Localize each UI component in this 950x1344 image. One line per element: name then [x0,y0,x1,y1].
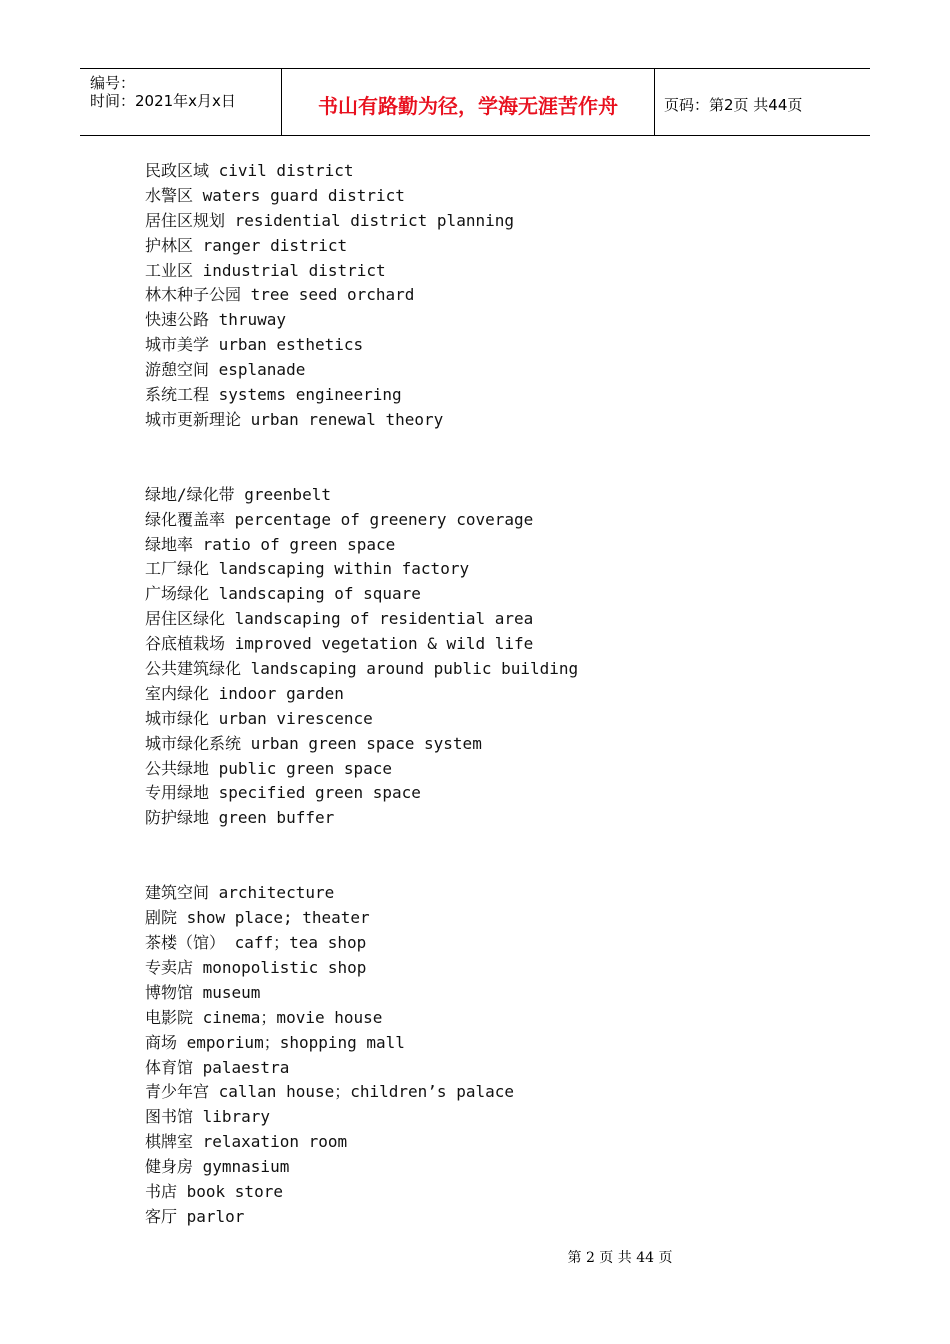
glossary-entry: 水警区 waters guard district [145,185,405,205]
page-info-label: 页码：第2页 共44页 [664,96,803,114]
glossary-content [145,159,845,1230]
glossary-entry: 剧院 show place; theater [145,908,370,928]
glossary-entry: 茶楼（馆） caff；tea shop [145,933,367,953]
glossary-entry: 专用绿地 specified green space [145,783,421,803]
glossary-entry: 博物馆 museum [145,982,261,1002]
glossary-section [145,881,845,1229]
header-motto: 书山有路勤为径，学海无涯苦作舟 [318,94,618,118]
glossary-entry: 电影院 cinema；movie house [145,1007,383,1027]
glossary-entry: 室内绿化 indoor garden [145,683,344,703]
glossary-entry: 专卖店 monopolistic shop [145,957,367,977]
glossary-entry: 民政区域 civil district [145,161,354,180]
glossary-entry: 游憩空间 esplanade [145,360,306,380]
glossary-entry: 工厂绿化 landscaping within factory [145,559,470,579]
glossary-entry: 城市更新理论 urban renewal theory [145,409,444,429]
glossary-entry: 公共绿地 public green space [145,758,393,778]
glossary-entry: 绿地/绿化带 greenbelt [145,484,331,504]
glossary-entry: 棋牌室 relaxation room [145,1132,348,1152]
header-top-rule [80,68,870,69]
glossary-entry: 居住区绿化 landscaping of residential area [145,609,534,629]
document-date-label: 时间：2021年x月x日 [90,92,236,110]
glossary-entry: 护林区 ranger district [145,235,348,255]
glossary-entry: 青少年宫 callan house；children’s palace [145,1082,514,1102]
header-divider-right [654,69,655,136]
glossary-entry: 工业区 industrial district [145,260,386,280]
glossary-entry: 城市美学 urban esthetics [145,335,364,355]
glossary-entry: 健身房 gymnasium [145,1157,290,1177]
glossary-entry: 建筑空间 architecture [145,883,335,903]
glossary-entry: 公共建筑绿化 landscaping around public building [145,659,579,679]
glossary-entry: 绿地率 ratio of green space [145,534,396,554]
glossary-entry: 客厅 parlor [145,1206,245,1226]
glossary-entry: 谷底植栽场 improved vegetation & wild life [145,634,534,654]
page-footer: 第 2 页 共 44 页 [567,1250,673,1266]
glossary-entry: 体育馆 palaestra [145,1057,290,1077]
glossary-entry: 防护绿地 green buffer [145,808,335,828]
glossary-entry: 居住区规划 residential district planning [145,210,514,230]
glossary-entry: 城市绿化 urban virescence [145,708,373,728]
glossary-entry: 广场绿化 landscaping of square [145,584,421,604]
glossary-entry: 城市绿化系统 urban green space system [145,733,482,753]
glossary-entry: 图书馆 library [145,1107,271,1127]
glossary-section [145,159,845,433]
glossary-entry: 书店 book store [145,1181,283,1201]
header-bottom-rule [80,135,870,136]
glossary-entry: 绿化覆盖率 percentage of greenery coverage [145,509,534,529]
glossary-entry: 林木种子公园 tree seed orchard [145,285,415,305]
glossary-entry: 系统工程 systems engineering [145,385,402,405]
document-number-label: 编号： [90,74,136,92]
glossary-entry: 快速公路 thruway [145,310,287,330]
glossary-entry: 商场 emporium；shopping mall [145,1032,405,1052]
glossary-section [145,483,845,831]
